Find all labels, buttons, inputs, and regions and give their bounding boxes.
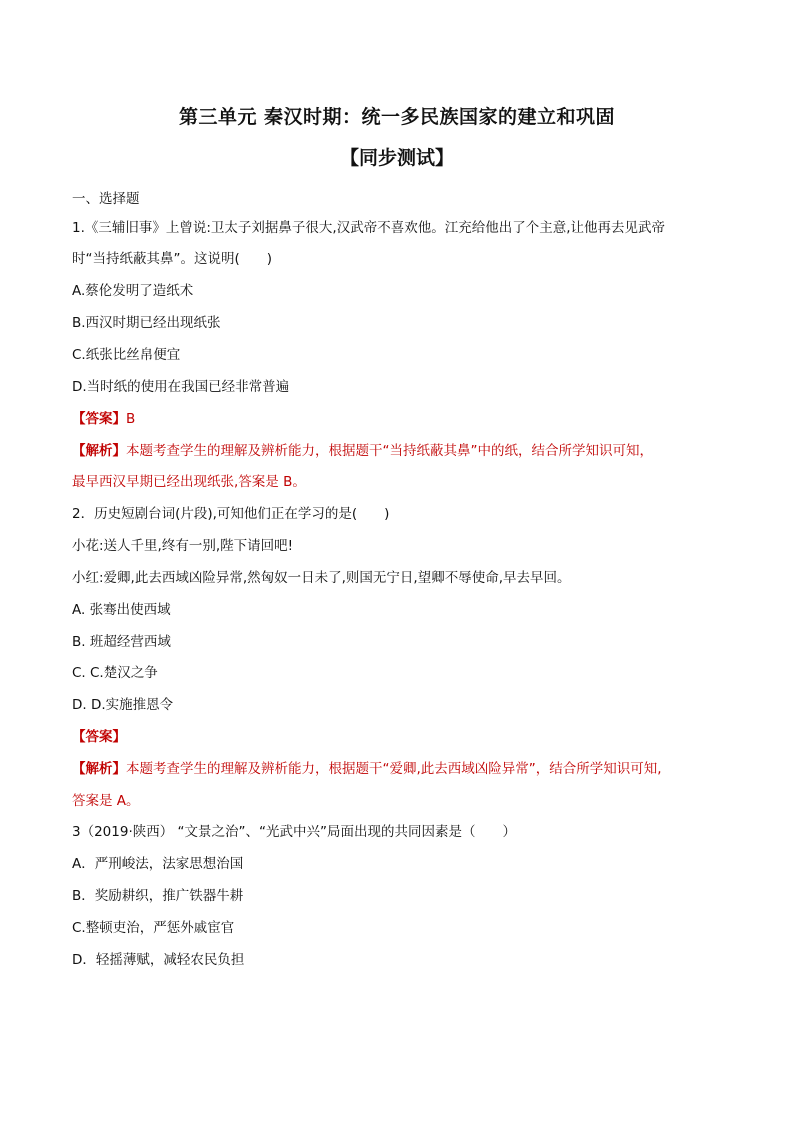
q1-analysis-tag: 【解析】 (72, 443, 126, 459)
q3-stem: 3（2019·陕西） “文景之治”、“光武中兴”局面出现的共同因素是（ ） (72, 824, 517, 840)
q2-option-c: C. C.楚汉之争 (72, 665, 158, 681)
q2-option-a: A. 张骞出使西域 (72, 602, 171, 618)
q2-option-b: B. 班超经营西域 (72, 634, 171, 650)
q2-dialogue-1: 小花:送人千里,终有一别,陛下请回吧! (72, 538, 294, 554)
q2-analysis-line2: 答案是 A。 (72, 793, 140, 809)
q1-analysis-line1 (72, 441, 732, 461)
q2-analysis-line1 (72, 759, 732, 779)
q2-option-d: D. D.实施推恩令 (72, 697, 174, 713)
q2-analysis-text: 本题考查学生的理解及辨析能力，根据题干“爱卿,此去西域凶险异常”，结合所学知识可知, (126, 761, 662, 777)
q1-analysis-line2: 最早西汉早期已经出现纸张,答案是 B。 (72, 474, 306, 490)
q1-option-d: D.当时纸的使用在我国已经非常普遍 (72, 379, 290, 395)
q1-stem-line1: 1.《三辅旧事》上曾说:卫太子刘据鼻子很大,汉武帝不喜欢他。江充给他出了个主意,让他再去见武帝 (72, 220, 666, 236)
q2-stem: 2．历史短剧台词(片段),可知他们正在学习的是( ) (72, 506, 390, 522)
q1-answer-tag: 【答案】 (72, 411, 126, 427)
section-heading: 一、选择题 (72, 191, 140, 207)
q3-option-a: A．严刑峻法，法家思想治国 (72, 856, 244, 872)
q1-option-b: B.西汉时期已经出现纸张 (72, 315, 221, 331)
q1-option-a: A.蔡伦发明了造纸术 (72, 283, 194, 299)
q2-analysis-tag: 【解析】 (72, 761, 126, 777)
page-title: 第三单元 秦汉时期：统一多民族国家的建立和巩固 (178, 106, 616, 128)
q1-analysis-text: 本题考查学生的理解及辨析能力，根据题干“当持纸蔽其鼻”中的纸，结合所学知识可知， (126, 443, 653, 459)
q2-answer-tag: 【答案】 (72, 729, 126, 745)
q1-answer (72, 409, 732, 429)
page-subtitle: 【同步测试】 (339, 147, 454, 169)
q1-option-c: C.纸张比丝帛便宜 (72, 347, 181, 363)
q3-option-b: B．奖励耕织，推广铁器牛耕 (72, 888, 244, 904)
q1-stem-line2: 时“当持纸蔽其鼻”。这说明( ) (72, 251, 273, 267)
q2-dialogue-2: 小红:爱卿,此去西域凶险异常,然匈奴一日未了,则国无宁日,望卿不辱使命,早去早回。 (72, 570, 571, 586)
q3-option-c: C.整顿吏治，严惩外戚宦官 (72, 920, 235, 936)
q1-answer-value: B (126, 411, 136, 427)
q2-answer (72, 727, 732, 747)
q3-option-d: D．轻摇薄赋，减轻农民负担 (72, 952, 245, 968)
